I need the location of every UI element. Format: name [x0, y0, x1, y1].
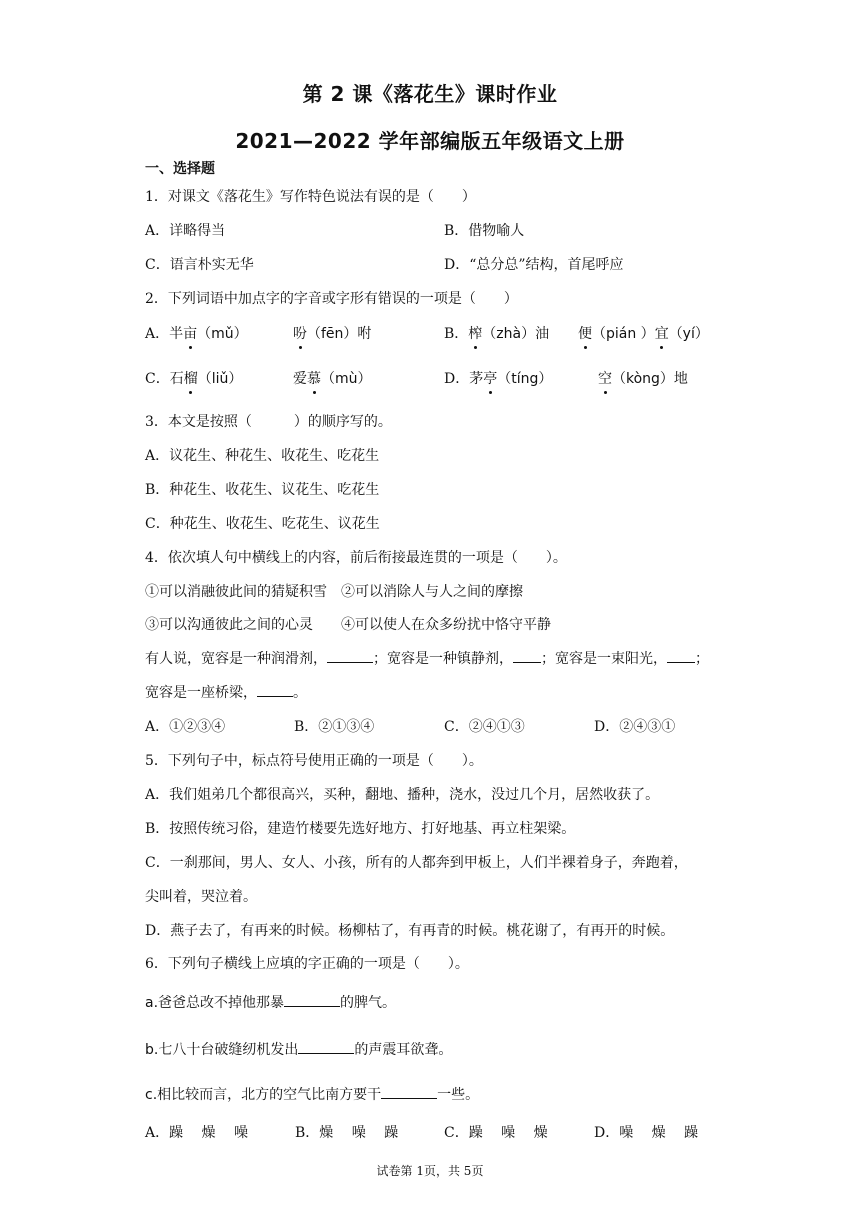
q6-sentence-b [145, 1039, 452, 1059]
q4-passage-seg-6: 。 [293, 685, 307, 701]
q2-b3-dotted-char: 宜 [655, 323, 669, 343]
q6-c-text-1: 相比较而言，北方的空气比南方要干 [157, 1087, 382, 1103]
q2-option-b1 [444, 323, 549, 343]
q2-a1-text: A．半 [145, 326, 184, 342]
q2-c1-dotted-char: 榴 [184, 368, 198, 388]
q2-a2-dotted-char: 吩 [293, 323, 307, 343]
q4-blank-4 [257, 684, 293, 697]
q1-option-a: A．详略得当 [145, 223, 226, 239]
question-4-stem: 4．依次填人句中横线上的内容，前后衔接最连贯的一项是（ ）。 [145, 550, 567, 566]
q2-option-b2 [578, 323, 709, 343]
q2-d1-dotted-char: 亭 [483, 368, 497, 388]
q5-option-c-line-2: 尖叫着，哭泣着。 [145, 889, 257, 905]
q6-b-blank [298, 1041, 354, 1054]
question-3-stem: 3．本文是按照（ ）的顺序写的。 [145, 414, 392, 430]
q1-option-d: D．“总分总”结构，首尾呼应 [444, 257, 624, 273]
q5-option-d: D．燕子去了，有再来的时候。杨柳枯了，有再青的时候。桃花谢了，有再开的时候。 [145, 923, 675, 939]
q2-c2-text: 爱 [293, 371, 307, 387]
q4-passage-seg-4: ； [695, 651, 709, 667]
q4-passage-line-2 [145, 682, 307, 702]
q4-option-a: A．①②③④ [145, 719, 226, 735]
section-heading: 一、选择题 [145, 161, 215, 177]
q6-c-text-2: 一些。 [437, 1087, 480, 1103]
q2-c2-pinyin: （mù） [321, 371, 372, 387]
question-1-stem: 1．对课文《落花生》写作特色说法有误的是（ ） [145, 189, 476, 205]
q2-d1-text: D．茅 [444, 371, 484, 387]
q2-d2-pinyin: （kòng）地 [612, 371, 688, 387]
q4-item-line-2: ③可以沟通彼此之间的心灵 ④可以使人在众多纷扰中恪守平静 [145, 617, 551, 633]
q6-b-text-2: 的声震耳欲聋。 [354, 1042, 453, 1058]
q3-option-a: A．议花生、种花生、收花生、吃花生 [145, 448, 380, 464]
question-6-stem: 6．下列句子横线上应填的字正确的一项是（ ）。 [145, 956, 469, 972]
q6-b-text-1: 七八十台破缝纫机发出 [158, 1042, 299, 1058]
q6-c-blank [381, 1086, 437, 1099]
q2-b1-dotted-char: 榨 [468, 323, 482, 343]
q2-b2-dotted-char: 便 [578, 323, 592, 343]
q4-blank-1 [327, 650, 373, 663]
q6-option-c: C．躁 噪 燥 [444, 1125, 548, 1141]
page-subtitle: 2021—2022 学年部编版五年级语文上册 [235, 129, 625, 153]
q2-c1-pinyin: （liǔ） [197, 371, 243, 387]
q4-blank-3 [667, 650, 695, 663]
q1-option-b: B．借物喻人 [444, 223, 525, 239]
q2-a1-dotted-char: 亩 [183, 323, 197, 343]
q2-option-d2 [598, 368, 688, 388]
q2-d1-pinyin: （tíng） [497, 371, 553, 387]
q4-item-line-1: ①可以消融彼此间的猜疑积雪 ②可以消除人与人之间的摩擦 [145, 584, 523, 600]
q4-passage-seg-5: 宽容是一座桥梁， [145, 685, 257, 701]
q6-option-d: D．噪 燥 躁 [594, 1125, 699, 1141]
q3-option-b: B．种花生、收花生、议花生、吃花生 [145, 482, 380, 498]
q6-sentence-a [145, 992, 396, 1012]
q4-passage-seg-1: 有人说，宽容是一种润滑剂， [145, 651, 327, 667]
q2-option-d1 [444, 368, 552, 388]
q2-b2-pinyin: （pián ） [592, 326, 655, 342]
q2-c1-text: C．石 [145, 371, 184, 387]
q2-option-a2 [293, 323, 371, 343]
q5-option-a: A．我们姐弟几个都很高兴，买种，翻地、播种，浇水，没过几个月，居然收获了。 [145, 787, 660, 803]
q6-sentence-c [145, 1084, 479, 1104]
q6-option-b: B．燥 噪 躁 [295, 1125, 399, 1141]
page-title: 第 2 课《落花生》课时作业 [302, 82, 558, 106]
q6-a-blank [284, 994, 340, 1007]
q6-a-text-2: 的脾气。 [340, 995, 397, 1011]
question-5-stem: 5．下列句子中，标点符号使用正确的一项是（ ）。 [145, 753, 483, 769]
q6-b-label: b. [145, 1042, 159, 1058]
q2-option-c2 [293, 368, 372, 388]
page-footer: 试卷第 1页，共 5页 [376, 1164, 484, 1178]
q5-option-b: B．按照传统习俗，建造竹楼要先选好地方、打好地基、再立柱架梁。 [145, 821, 576, 837]
q1-option-c: C．语言朴实无华 [145, 257, 254, 273]
q2-c2-dotted-char: 慕 [307, 368, 321, 388]
question-2-stem: 2．下列词语中加点字的字音或字形有错误的一项是（ ） [145, 291, 518, 307]
q2-option-a1 [145, 323, 248, 343]
q4-passage-line-1 [145, 648, 709, 668]
q2-b3-pinyin: （yí） [668, 326, 709, 342]
q6-c-label: c. [145, 1087, 158, 1103]
q4-passage-seg-3: ；宽容是一束阳光， [541, 651, 667, 667]
q4-option-b: B．②①③④ [294, 719, 375, 735]
q2-b1-text: B． [444, 326, 469, 342]
q5-option-c-line-1: C．一刹那间，男人、女人、小孩，所有的人都奔到甲板上，人们半裸着身子，奔跑着， [145, 855, 688, 871]
q6-option-a: A．躁 燥 噪 [145, 1125, 249, 1141]
q3-option-c: C．种花生、收花生、吃花生、议花生 [145, 516, 380, 532]
q2-a2-pinyin: （fēn）咐 [307, 326, 372, 342]
q6-a-label: a. [145, 995, 159, 1011]
q2-d2-dotted-char: 空 [598, 368, 612, 388]
q4-blank-2 [513, 650, 541, 663]
q4-option-d: D．②④③① [594, 719, 676, 735]
q4-option-c: C．②④①③ [444, 719, 525, 735]
q2-b1-pinyin: （zhà）油 [482, 326, 550, 342]
q6-a-text-1: 爸爸总改不掉他那暴 [158, 995, 285, 1011]
q2-option-c1 [145, 368, 242, 388]
q4-passage-seg-2: ；宽容是一种镇静剂， [373, 651, 513, 667]
q2-a1-pinyin: （mǔ） [197, 326, 248, 342]
